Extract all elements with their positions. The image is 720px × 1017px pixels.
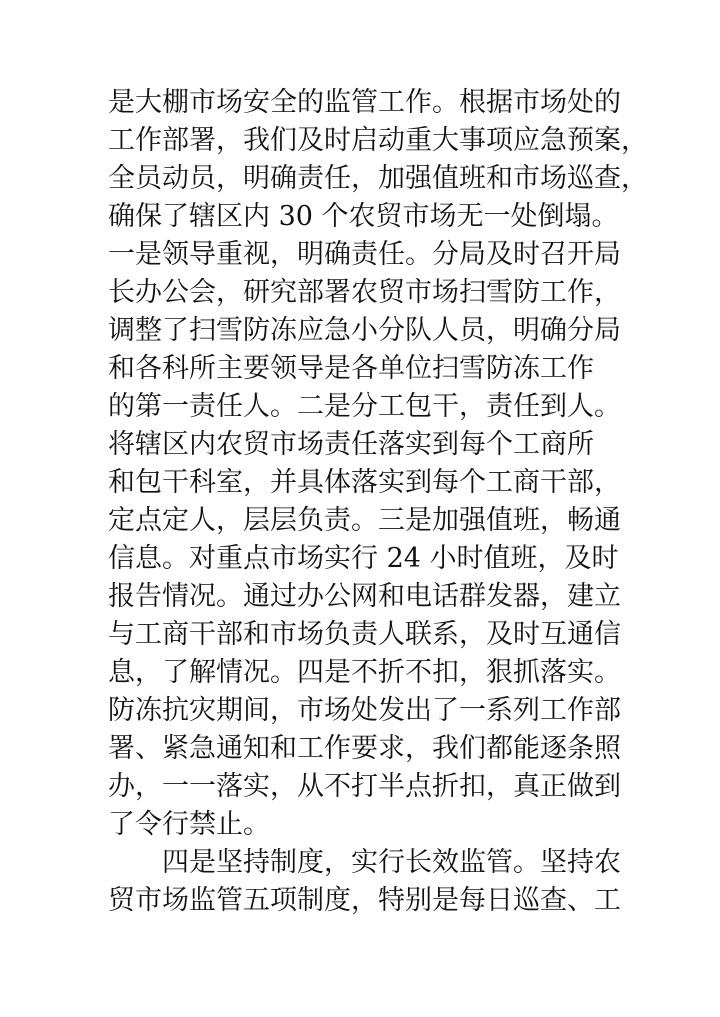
text-line: 工作部署，我们及时启动重大事项应急预案， [108,125,648,156]
text-line: 贸市场监管五项制度，特别是每日巡查、工 [108,885,621,916]
text-line: 将辖区内农贸市场责任落实到每个工商所 [108,429,594,460]
text-line: 办，一一落实，从不打半点折扣，真正做到 [108,771,621,802]
text-line: 信息。对重点市场实行 24 小时值班，及时 [108,543,619,574]
text-line: 一是领导重视，明确责任。分局及时召开局 [108,239,621,270]
text-line: 署、紧急通知和工作要求，我们都能逐条照 [108,733,621,764]
text-line: 定点定人，层层负责。三是加强值班，畅通 [108,505,621,536]
text-line: 防冻抗灾期间，市场处发出了一系列工作部 [108,695,621,726]
text-line: 的第一责任人。二是分工包干，责任到人。 [108,391,621,422]
text-line: 调整了扫雪防冻应急小分队人员，明确分局 [108,315,621,346]
text-line: 全员动员，明确责任，加强值班和市场巡查， [108,163,648,194]
text-line: 和包干科室，并具体落实到每个工商干部， [108,467,621,498]
text-line: 确保了辖区内 30 个农贸市场无一处倒塌。 [108,201,619,232]
text-line: 了令行禁止。 [108,809,270,840]
text-line: 长办公会，研究部署农贸市场扫雪防工作， [108,277,621,308]
text-line: 息，了解情况。四是不折不扣，狠抓落实。 [108,657,621,688]
body-text [108,84,648,920]
text-line: 与工商干部和市场负责人联系，及时互通信 [108,619,621,650]
paragraph-first-line: 四是坚持制度，实行长效监管。坚持农 [162,847,621,878]
text-line: 报告情况。通过办公网和电话群发器，建立 [108,581,621,612]
text-line: 是大棚市场安全的监管工作。根据市场处的 [108,87,621,118]
text-line: 和各科所主要领导是各单位扫雪防冻工作 [108,353,594,384]
